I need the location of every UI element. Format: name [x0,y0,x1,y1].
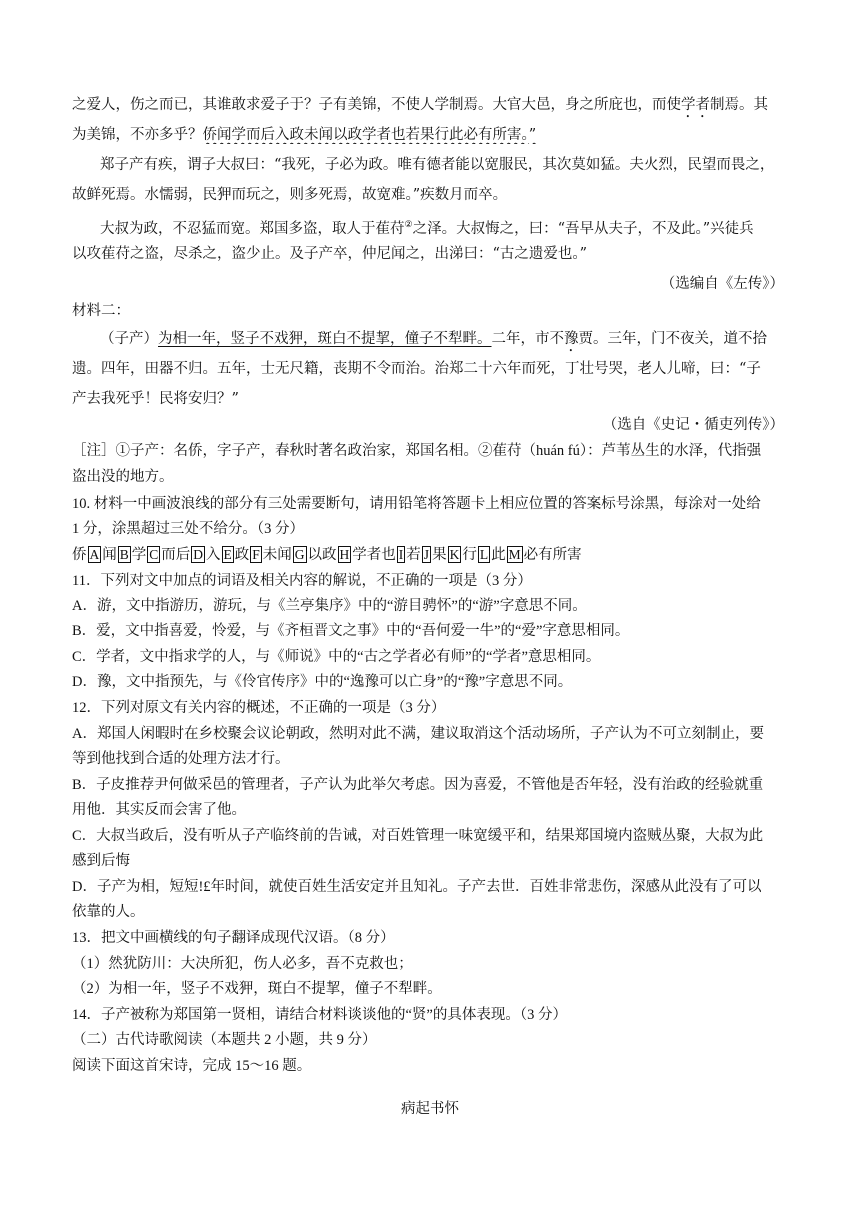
q12-option-c-cont: 感到后悔 [72,853,130,869]
dotted-word: 豫 [564,331,579,347]
material1-paragraph: 郑子产有疾，谓子大叔曰：“我死，子必为政。唯有德者能以宽服民，其次莫如猛。夫火烈，民望而畏之， [100,157,775,173]
dotted-word: 学者 [681,97,710,113]
q11-option-d: D．豫，文中指预先，与《伶官传序》中的“逸豫可以亡身”的“豫”字意思不同。 [72,674,573,690]
q12-option-b-cont: 用他．其实反而会害了他。 [72,802,246,818]
q12-option-b: B．子皮推荐尹何做采邑的管理者，子产认为此举欠考虑。因为喜爱，不管他是否年轻，没有治政的经验就重 [72,777,764,793]
answer-box-f[interactable]: F [252,547,260,562]
q12-option-d-cont: 依靠的人。 [72,904,145,920]
answer-box-h[interactable]: H [339,547,350,562]
material1-line: 为美锦，不亦多乎？侨闻学而后入政未闻以政学者也若果行此必有所害。” [72,127,537,143]
q11-stem: 11．下列对文中加点的词语及相关内容的解说，不正确的一项是（3 分） [72,573,532,589]
material1-paragraph: 大叔为政，不忍猛而宽。郑国多盗，取人于萑苻②之泽。大叔悔之，曰：“吾早从夫子，不及此。”兴徒兵 [100,220,754,237]
material1-line: 以攻萑苻之盗，尽杀之，盗少止。及子产卒，仲尼闻之，出涕曰：“古之遗爱也。” [72,246,588,262]
q12-option-a-cont: 等到他找到合适的处理方法才行。 [72,751,290,767]
q10-stem: 10. 材料一中画波浪线的部分有三处需要断句，请用铅笔将答题卡上相应位置的答案标号涂黑，每涂对一处给 [72,496,761,512]
q12-option-a: A．郑国人闲暇时在乡校聚会议论朝政，然明对此不满，建议取消这个活动场所，子产认为不可立刻制止，要 [72,726,764,742]
section2-heading: （二）古代诗歌阅读（本题共 2 小题，共 9 分） [72,1032,377,1048]
section2-intro: 阅读下面这首宋诗，完成 15～16 题。 [72,1058,312,1074]
q13-item-2: （2）为相一年，竖子不戏狎，斑白不提挈，僮子不犁畔。 [72,981,442,997]
answer-box-e[interactable]: E [223,547,232,562]
answer-box-k[interactable]: K [449,547,460,562]
answer-box-i[interactable]: I [398,547,404,562]
q13-stem: 13．把文中画横线的句子翻译成现代汉语。（8 分） [72,930,395,946]
notes-line: ［注］①子产：名侨，字子产，春秋时著名政治家，郑国名相。②萑苻（huán fú）：芦苇丛生的水泽，代指强 [72,443,762,459]
underlined-sentence: 为相一年，竖子不戏狎，斑白不提挈，僮子不犁畔。 [158,331,492,347]
answer-box-b[interactable]: B [119,547,129,562]
material2-line: 产去我死乎！民将安归？” [72,391,239,407]
answer-box-d[interactable]: D [193,547,204,562]
material1-line: 之爱人，伤之而已，其谁敢求爱子于？子有美锦，不使人学制焉。大官大邑，身之所庇也，而使学者制焉。其 [72,97,768,113]
answer-box-j[interactable]: J [423,547,430,562]
q10-stem: 1 分，涂黑超过三处不给分。（3 分） [72,521,304,537]
material2-source: （选自《史记・循吏列传》） [602,417,784,433]
answer-box-l[interactable]: L [479,547,489,562]
q11-option-c: C．学者，文中指求学的人，与《师说》中的“古之学者必有师”的“学者”意思相同。 [72,649,601,665]
q10-segment-line: 侨 A 闻 B 学 C 而后 D 入 E 政 F 未闻 G 以政 H 学者也 I 若 J 果 K 行 L 此 M 必有所害 [72,547,582,563]
q12-option-c: C．大叔当政后，没有听从子产临终前的告诫，对百姓管理一味宽缓平和，结果郑国境内盗贼丛聚，大叔为此 [72,828,764,844]
answer-box-c[interactable]: C [149,547,159,562]
material2-heading: 材料二： [72,303,130,319]
wavy-underlined-sentence: 侨闻学而后入政未闻以政学者也若果行此必有所害。 [202,127,529,143]
q14-stem: 14．子产被称为郑国第一贤相，请结合材料谈谈他的“贤”的具体表现。（3 分） [72,1007,567,1023]
q12-option-d: D．子产为相，短短!£年时间，就使百姓生活安定并且知礼。子产去世．百姓非常悲伤，深感从此没有了可以 [72,879,762,895]
material1-line: 故鲜死焉。水懦弱，民狎而玩之，则多死焉，故宽难。”疾数月而卒。 [72,187,508,203]
answer-box-a[interactable]: A [89,547,100,562]
q11-option-b: B．爱，文中指喜爱，怜爱，与《齐桓晋文之事》中的“吾何爱一牛”的“爱”字意思相同。 [72,623,630,639]
q11-option-a: A．游，文中指游历，游玩，与《兰亭集序》中的“游目骋怀”的“游”字意思不同。 [72,598,587,614]
material2-paragraph: （子产）为相一年，竖子不戏狎，斑白不提挈，僮子不犁畔。二年，市不豫贾。三年，门不夜关，道不拾 [100,331,767,347]
footnote-marker: ② [404,220,413,230]
q13-item-1: （1）然犹防川：大决所犯，伤人必多，吾不克救也； [72,956,413,972]
answer-box-g[interactable]: G [294,547,305,562]
q12-stem: 12．下列对原文有关内容的概述，不正确的一项是（3 分） [72,700,446,716]
notes-line: 盗出没的地方。 [72,469,174,485]
poem-title: 病起书怀 [401,1101,459,1117]
material2-line: 遗。四年，田器不归。五年，士无尺籍，丧期不令而治。治郑二十六年而死，丁壮号哭，老人儿啼，曰：“子 [72,361,761,377]
answer-box-m[interactable]: M [508,547,521,562]
material1-source: （选编自《左传》） [660,276,784,292]
